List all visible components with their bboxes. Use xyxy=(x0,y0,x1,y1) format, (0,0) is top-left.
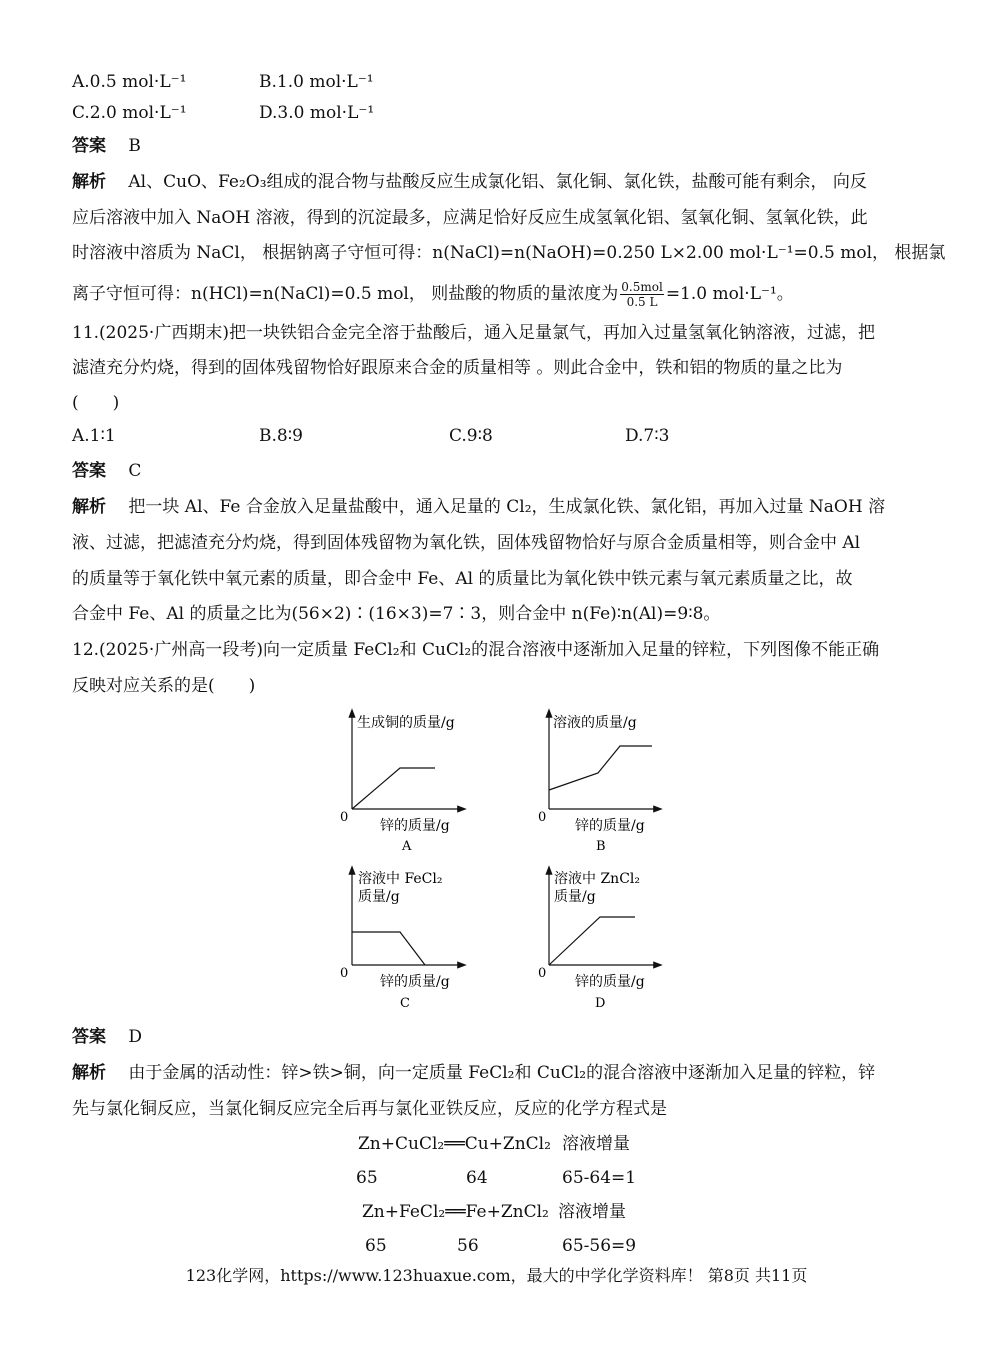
q10-explanation-line-1 xyxy=(72,170,867,194)
q10-option-a: A.0.5 mol·L⁻¹ xyxy=(72,72,187,92)
answer-label: 答案 xyxy=(72,136,106,156)
fraction xyxy=(620,280,664,309)
q11-explanation-line-3: 的质量等于氧化铁中氧元素的质量，即合金中 Fe、Al 的质量比为氧化铁中铁元素与氧元素质量之比，故 xyxy=(72,569,853,589)
equation-2-value-a: 65 xyxy=(365,1236,387,1256)
q10-option-c: C.2.0 mol·L⁻¹ xyxy=(72,103,187,123)
equation-1-value-c: 65-64=1 xyxy=(562,1168,637,1188)
q11-stem-line-2: 滤渣充分灼烧，得到的固体残留物恰好跟原来合金的质量相等 。则此合金中，铁和铝的物质的量之比为 xyxy=(72,358,843,378)
q10-explanation-line-3: 时溶液中溶质为 NaCl， 根据钠离子守恒可得：n(NaCl)=n(NaOH)=0.250 L×2.00 mol·L⁻¹=0.5 mol， 根据氯 xyxy=(72,243,946,263)
q10-explanation-line-4 xyxy=(72,280,794,309)
y-axis-label-line-2: 质量/g xyxy=(358,889,400,905)
explanation-label: 解析 xyxy=(72,497,106,517)
origin-label: 0 xyxy=(538,966,547,981)
graph-tag: B xyxy=(596,839,606,854)
y-axis-label-line-2: 质量/g xyxy=(554,889,596,905)
graph-d xyxy=(538,870,658,1011)
q11-explanation-line-1 xyxy=(72,495,885,519)
graph-tag: C xyxy=(400,996,410,1011)
q11-option-d: D.7∶3 xyxy=(625,426,670,446)
q11-explanation-line-2: 液、过滤，把滤渣充分灼烧，得到固体残留物为氧化铁，固体残留物恰好与原合金质量相等，则合金中 Al xyxy=(72,533,861,553)
q11-stem-line-3: ( ) xyxy=(72,393,120,413)
curve-line xyxy=(352,768,435,809)
equation-2-value-b: 56 xyxy=(457,1236,479,1256)
q12-explanation-line-2: 先与氯化铜反应，当氯化铜反应完全后再与氯化亚铁反应，反应的化学方程式是 xyxy=(72,1099,667,1119)
q11-stem-line-1: 11.(2025·广西期末)把一块铁铝合金完全溶于盐酸后，通入足量氯气，再加入过量氢氧化钠溶液，过滤，把 xyxy=(72,323,875,343)
graph-tag: D xyxy=(595,996,606,1011)
curve-line xyxy=(352,932,425,965)
x-axis-label: 锌的质量/g xyxy=(380,974,450,990)
answer-label: 答案 xyxy=(72,461,106,481)
q11-explanation-line-4: 合金中 Fe、Al 的质量之比为(56×2)∶(16×3)=7∶3，则合金中 n(Fe)∶n(Al)=9∶8。 xyxy=(72,604,721,624)
graph-a xyxy=(340,713,462,854)
answer-value: C xyxy=(128,461,142,481)
equation-2-note: 溶液增量 xyxy=(558,1202,626,1222)
equation-1-value-b: 64 xyxy=(466,1168,488,1188)
q12-stem-line-1: 12.(2025·广州高一段考)向一定质量 FeCl₂和 CuCl₂的混合溶液中逐渐加入足量的锌粒，下列图像不能正确 xyxy=(72,640,880,660)
q10-option-b: B.1.0 mol·L⁻¹ xyxy=(259,72,374,92)
graph-tag: A xyxy=(402,839,412,854)
x-axis-label: 锌的质量/g xyxy=(380,818,450,834)
origin-label: 0 xyxy=(340,966,349,981)
q11-option-c: C.9∶8 xyxy=(449,426,493,446)
q11-answer xyxy=(72,459,141,483)
q12-explanation-line-1 xyxy=(72,1061,875,1085)
x-axis-label: 锌的质量/g xyxy=(575,974,645,990)
explanation-text: 由于金属的活动性：锌>铁>铜，向一定质量 FeCl₂和 CuCl₂的混合溶液中逐渐加入足量的锌粒，锌 xyxy=(128,1063,876,1083)
graph-c xyxy=(340,870,462,1011)
answer-value: D xyxy=(128,1027,143,1047)
q12-stem-line-2: 反映对应关系的是( ) xyxy=(72,676,256,696)
q11-option-a: A.1∶1 xyxy=(72,426,116,446)
y-axis-label-line-1: 溶液中 ZnCl₂ xyxy=(554,871,640,887)
explanation-text: 把一块 Al、Fe 合金放入足量盐酸中，通入足量的 Cl₂，生成氯化铁、氯化铝，再加入过量 NaOH 溶 xyxy=(128,497,886,517)
q10-option-d: D.3.0 mol·L⁻¹ xyxy=(259,103,375,123)
q12-answer xyxy=(72,1025,142,1049)
answer-label: 答案 xyxy=(72,1027,106,1047)
y-axis-label: 溶液的质量/g xyxy=(553,715,637,731)
explanation-text: Al、CuO、Fe₂O₃组成的混合物与盐酸反应生成氯化铝、氯化铜、氯化铁，盐酸可能有剩余， 向反 xyxy=(128,172,867,192)
x-axis-label: 锌的质量/g xyxy=(575,818,645,834)
fraction-numerator: 0.5mol xyxy=(621,280,663,294)
equation-1-value-a: 65 xyxy=(356,1168,378,1188)
equation-2-value-c: 65-56=9 xyxy=(562,1236,637,1256)
y-axis-label: 生成铜的质量/g xyxy=(357,715,455,731)
curve-line xyxy=(549,917,635,965)
fraction-denominator: 0.5 L xyxy=(626,295,658,309)
graph-b xyxy=(538,713,658,854)
page-footer: 123化学网，https://www.123huaxue.com，最大的中学化学资料库！ 第8页 共11页 xyxy=(185,1266,808,1285)
q10-answer xyxy=(72,134,141,158)
origin-label: 0 xyxy=(340,810,349,825)
explanation-label: 解析 xyxy=(72,1063,106,1083)
q12-graphs-figure xyxy=(330,705,670,1015)
y-axis-label-line-1: 溶液中 FeCl₂ xyxy=(358,871,443,887)
curve-line xyxy=(549,746,652,790)
q10-explanation-line-2: 应后溶液中加入 NaOH 溶液，得到的沉淀最多，应满足恰好反应生成氢氧化铝、氢氧化铜、氢氧化铁，此 xyxy=(72,208,868,228)
q11-option-b: B.8∶9 xyxy=(259,426,303,446)
equation-1: Zn+CuCl₂══Cu+ZnCl₂ xyxy=(358,1134,551,1154)
answer-value: B xyxy=(128,136,141,156)
equation-1-note: 溶液增量 xyxy=(562,1134,630,1154)
origin-label: 0 xyxy=(538,810,547,825)
explanation-text: =1.0 mol·L⁻¹。 xyxy=(665,284,794,304)
equation-2: Zn+FeCl₂══Fe+ZnCl₂ xyxy=(362,1202,549,1222)
explanation-label: 解析 xyxy=(72,172,106,192)
explanation-text: 离子守恒可得：n(HCl)=n(NaCl)=0.5 mol， 则盐酸的物质的量浓度为 xyxy=(72,284,619,304)
